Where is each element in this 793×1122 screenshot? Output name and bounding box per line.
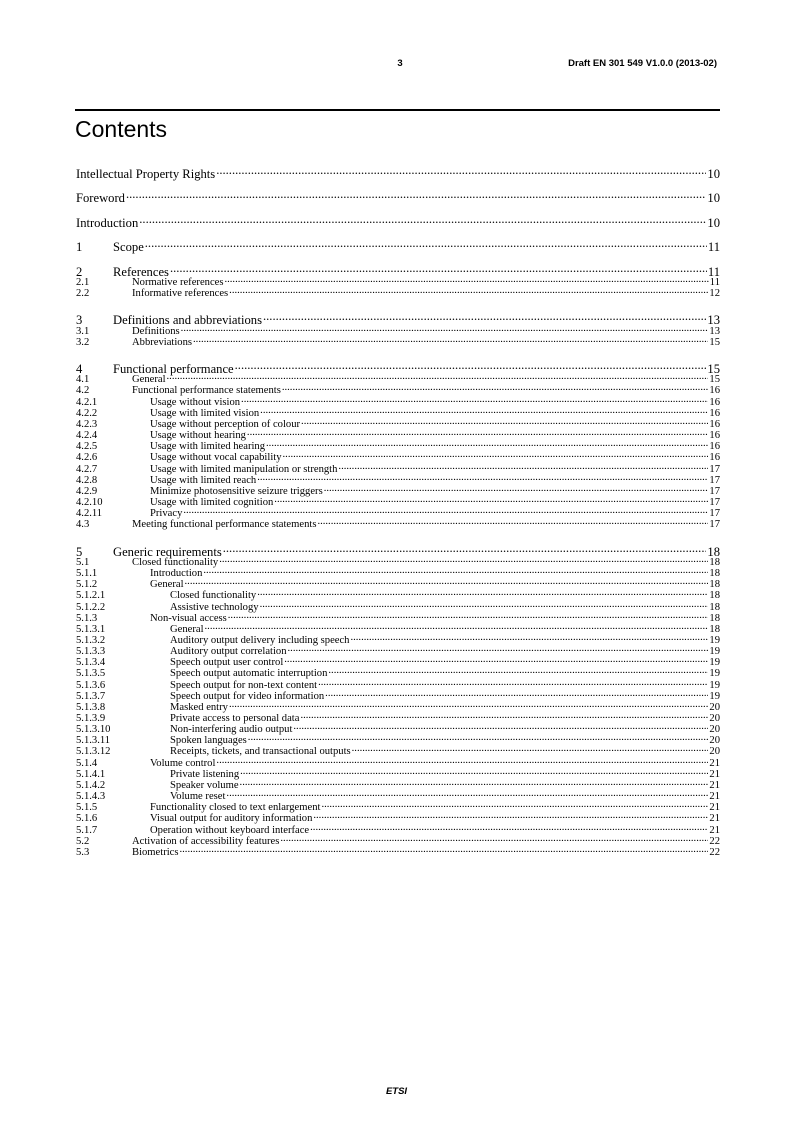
toc-entry-number: 2.2 bbox=[76, 287, 90, 299]
document-id: Draft EN 301 549 V1.0.0 (2013-02) bbox=[568, 58, 717, 69]
toc-entry-page: 18 bbox=[709, 601, 720, 613]
toc-entry-page: 18 bbox=[709, 623, 720, 635]
toc-entry-title: Usage with limited vision bbox=[150, 407, 260, 419]
toc-entry-page: 10 bbox=[707, 215, 720, 230]
toc-entry-title: Receipts, tickets, and transactional outputs bbox=[170, 746, 351, 758]
toc-entry-number: 4.2.11 bbox=[76, 508, 103, 520]
toc-dot-leader bbox=[240, 777, 709, 788]
toc-entry-number: 5.1.4.1 bbox=[76, 768, 106, 780]
toc-entry-title: Usage without vocal capability bbox=[150, 452, 282, 464]
toc-entry-page: 16 bbox=[709, 418, 720, 430]
toc-entry-title: Masked entry bbox=[170, 701, 228, 713]
toc-entry-number: 5.1.3.12 bbox=[76, 746, 111, 758]
toc-entry-page: 20 bbox=[709, 713, 720, 725]
toc-entry-title: General bbox=[132, 374, 166, 386]
toc-entry-page: 17 bbox=[709, 519, 720, 531]
toc-entry-title: References bbox=[113, 264, 169, 279]
toc-entry-title: Speech output automatic interruption bbox=[170, 668, 328, 680]
toc-entry-title: Auditory output delivery including speech bbox=[170, 634, 350, 646]
toc-entry-page: 16 bbox=[709, 452, 720, 464]
toc-entry-number: 5.1.1 bbox=[76, 568, 98, 580]
toc-entry-number: 5.1.3.4 bbox=[76, 657, 106, 669]
toc-dot-leader bbox=[216, 755, 708, 766]
toc-dot-leader bbox=[282, 383, 709, 394]
toc-entry-number: 5.3 bbox=[76, 846, 90, 858]
toc-entry-page: 21 bbox=[709, 813, 720, 825]
toc-dot-leader bbox=[300, 710, 708, 721]
toc-dot-leader bbox=[226, 789, 708, 800]
toc-entry-title: Meeting functional performance statements bbox=[132, 519, 317, 531]
toc-entry-title: Non-visual access bbox=[150, 612, 227, 624]
header-rule bbox=[75, 109, 720, 111]
toc-dot-leader bbox=[352, 744, 709, 755]
toc-entry-page: 21 bbox=[709, 768, 720, 780]
toc-entry-number: 5.1.2 bbox=[76, 579, 98, 591]
toc-dot-leader bbox=[228, 610, 709, 621]
toc-entry-number: 2.1 bbox=[76, 276, 90, 288]
toc-entry-page: 15 bbox=[709, 336, 720, 348]
toc-entry-title: Functional performance bbox=[113, 362, 234, 377]
toc-dot-leader bbox=[241, 394, 708, 405]
toc-entry-number: 5.1.5 bbox=[76, 802, 98, 814]
toc-entry[interactable] bbox=[76, 190, 720, 207]
toc-entry[interactable] bbox=[76, 844, 720, 858]
toc-dot-leader bbox=[317, 517, 708, 528]
toc-entry-title: Privacy bbox=[150, 508, 183, 520]
toc-entry-page: 15 bbox=[709, 374, 720, 386]
page-number: 3 bbox=[397, 58, 403, 69]
toc-dot-leader bbox=[301, 416, 708, 427]
toc-entry-number: 5.1.3.9 bbox=[76, 713, 106, 725]
toc-entry-title: Closed functionality bbox=[170, 590, 257, 602]
toc-entry-title: Foreword bbox=[76, 191, 125, 206]
toc-dot-leader bbox=[257, 472, 708, 483]
toc-entry-number: 5.1.7 bbox=[76, 824, 98, 836]
toc-dot-leader bbox=[328, 666, 708, 677]
toc-entry-page: 18 bbox=[709, 556, 720, 568]
toc-entry-page: 22 bbox=[709, 835, 720, 847]
toc-dot-leader bbox=[338, 461, 708, 472]
toc-entry-title: Volume reset bbox=[170, 791, 226, 803]
toc-entry-number: 5.1 bbox=[76, 556, 90, 568]
footer-publisher: ETSI bbox=[385, 1086, 408, 1097]
toc-entry-page: 10 bbox=[707, 191, 720, 206]
toc-entry-page: 11 bbox=[709, 276, 720, 288]
toc-entry-title: Usage without vision bbox=[150, 396, 241, 408]
toc-entry-page: 18 bbox=[709, 612, 720, 624]
toc-entry-title: Auditory output correlation bbox=[170, 646, 287, 658]
toc-entry-page: 21 bbox=[709, 802, 720, 814]
toc-entry-number: 5.1.3.1 bbox=[76, 623, 106, 635]
toc-entry-page: 19 bbox=[709, 634, 720, 646]
toc-entry-number: 5.1.4.2 bbox=[76, 779, 106, 791]
toc-entry-number: 4.2.1 bbox=[76, 396, 98, 408]
toc-entry[interactable] bbox=[76, 214, 720, 231]
toc-entry-number: 1 bbox=[76, 240, 83, 255]
toc-entry-number: 5.1.4 bbox=[76, 757, 98, 769]
toc-entry-title: Usage with limited reach bbox=[150, 474, 257, 486]
toc-entry-number: 4.2.7 bbox=[76, 463, 98, 475]
toc-dot-leader bbox=[193, 334, 708, 345]
toc-entry-title: Intellectual Property Rights bbox=[76, 166, 216, 181]
toc-entry-number: 5.1.3.11 bbox=[76, 735, 111, 747]
toc-entry-number: 5 bbox=[76, 544, 83, 559]
toc-entry-number: 5.1.2.2 bbox=[76, 601, 106, 613]
toc-entry-title: Spoken languages bbox=[170, 735, 247, 747]
toc-dot-leader bbox=[224, 274, 708, 285]
toc-dot-leader bbox=[257, 588, 708, 599]
toc-dot-leader bbox=[288, 644, 709, 655]
toc-entry-page: 18 bbox=[707, 544, 720, 559]
toc-entry-title: Usage with limited cognition bbox=[150, 496, 274, 508]
toc-entry-number: 5.1.6 bbox=[76, 813, 98, 825]
toc-entry-page: 19 bbox=[709, 690, 720, 702]
toc-entry-number: 4.2.5 bbox=[76, 441, 98, 453]
toc-entry-title: Visual output for auditory information bbox=[150, 813, 313, 825]
toc-dot-leader bbox=[280, 833, 708, 844]
toc-entry-number: 5.1.3 bbox=[76, 612, 98, 624]
toc-dot-leader bbox=[284, 655, 708, 666]
toc-entry-page: 16 bbox=[709, 396, 720, 408]
toc-entry-page: 22 bbox=[709, 846, 720, 858]
toc-entry-page: 15 bbox=[707, 362, 720, 377]
toc-entry-title: Usage with limited manipulation or strength bbox=[150, 463, 338, 475]
toc-entry-title: General bbox=[170, 623, 204, 635]
toc-dot-leader bbox=[180, 844, 709, 855]
toc-dot-leader bbox=[313, 811, 708, 822]
toc-entry-title: Usage without hearing bbox=[150, 430, 246, 442]
toc-entry-page: 18 bbox=[709, 579, 720, 591]
toc-entry-number: 4.2.9 bbox=[76, 485, 98, 497]
toc-entry-number: 4.2.6 bbox=[76, 452, 98, 464]
toc-entry-number: 5.1.3.8 bbox=[76, 701, 106, 713]
toc-dot-leader bbox=[229, 699, 708, 710]
toc-entry-page: 17 bbox=[709, 474, 720, 486]
toc-entry-title: Speech output user control bbox=[170, 657, 284, 669]
toc-entry[interactable] bbox=[76, 517, 720, 531]
toc-entry-page: 17 bbox=[709, 485, 720, 497]
toc-dot-leader bbox=[321, 800, 708, 811]
toc-entry-title: Minimize photosensitive seizure triggers bbox=[150, 485, 323, 497]
toc-dot-leader bbox=[266, 439, 708, 450]
toc-entry-page: 21 bbox=[709, 779, 720, 791]
toc-entry-title: Definitions and abbreviations bbox=[113, 313, 262, 328]
toc-entry-number: 5.2 bbox=[76, 835, 90, 847]
toc-dot-leader bbox=[240, 766, 708, 777]
toc-entry-number: 4.2.4 bbox=[76, 430, 98, 442]
toc-entry-title: Functionality closed to text enlargement bbox=[150, 802, 321, 814]
toc-entry-number: 4.3 bbox=[76, 519, 90, 531]
toc-entry-title: Functional performance statements bbox=[132, 385, 281, 397]
toc-entry-page: 18 bbox=[709, 568, 720, 580]
toc-entry-number: 3.2 bbox=[76, 336, 90, 348]
toc-entry-page: 20 bbox=[709, 724, 720, 736]
toc-dot-leader bbox=[145, 239, 707, 252]
toc-entry-page: 19 bbox=[709, 679, 720, 691]
toc-entry-title: Operation without keyboard interface bbox=[150, 824, 310, 836]
toc-entry-title: Private access to personal data bbox=[170, 713, 300, 725]
toc-entry-number: 4.2.10 bbox=[76, 496, 103, 508]
toc-entry-number: 5.1.3.10 bbox=[76, 724, 111, 736]
toc-dot-leader bbox=[283, 450, 709, 461]
toc-dot-leader bbox=[325, 688, 708, 699]
toc-entry-number: 5.1.3.2 bbox=[76, 634, 106, 646]
toc-entry-title: Informative references bbox=[132, 287, 229, 299]
toc-entry-page: 19 bbox=[709, 646, 720, 658]
toc-entry-page: 17 bbox=[709, 508, 720, 520]
toc-entry[interactable] bbox=[76, 165, 720, 182]
toc-entry-title: Usage with limited hearing bbox=[150, 441, 266, 453]
toc-entry-page: 17 bbox=[709, 496, 720, 508]
toc-dot-leader bbox=[324, 483, 709, 494]
toc-dot-leader bbox=[185, 577, 709, 588]
toc-entry-title: Introduction bbox=[76, 215, 139, 230]
toc-entry-title: Generic requirements bbox=[113, 544, 222, 559]
toc-entry-page: 17 bbox=[709, 463, 720, 475]
toc-entry-title: Biometrics bbox=[132, 846, 179, 858]
toc-dot-leader bbox=[260, 405, 708, 416]
toc-entry-title: Introduction bbox=[150, 568, 203, 580]
toc-dot-leader bbox=[205, 621, 709, 632]
toc-entry-title: Definitions bbox=[132, 325, 180, 337]
toc-entry-page: 11 bbox=[707, 240, 720, 255]
toc-entry-page: 16 bbox=[709, 385, 720, 397]
toc-dot-leader bbox=[181, 323, 709, 334]
toc-entry-title: Activation of accessibility features bbox=[132, 835, 280, 847]
toc-dot-leader bbox=[183, 506, 708, 517]
toc-entry-page: 21 bbox=[709, 824, 720, 836]
toc-entry-page: 18 bbox=[709, 590, 720, 602]
toc-entry-page: 16 bbox=[709, 441, 720, 453]
toc-entry-title: Closed functionality bbox=[132, 556, 219, 568]
toc-entry-title: Abbreviations bbox=[132, 336, 193, 348]
toc-entry-number: 4.2.2 bbox=[76, 407, 98, 419]
toc-dot-leader bbox=[219, 554, 708, 565]
toc-entry-number: 5.1.3.7 bbox=[76, 690, 106, 702]
toc-entry-number: 2 bbox=[76, 264, 83, 279]
toc-entry-page: 10 bbox=[707, 166, 720, 181]
toc-entry-number: 4 bbox=[76, 362, 83, 377]
toc-entry-page: 11 bbox=[707, 264, 720, 279]
toc-entry-title: Volume control bbox=[150, 757, 216, 769]
toc-entry-page: 12 bbox=[709, 287, 720, 299]
toc-entry-title: Non-interfering audio output bbox=[170, 724, 293, 736]
toc-entry-title: Scope bbox=[113, 240, 144, 255]
toc-entry-title: Normative references bbox=[132, 276, 224, 288]
toc-dot-leader bbox=[167, 372, 709, 383]
toc-entry-title: Usage without perception of colour bbox=[150, 418, 301, 430]
toc-entry-page: 20 bbox=[709, 735, 720, 747]
toc-entry-number: 3.1 bbox=[76, 325, 90, 337]
toc-entry-title: Assistive technology bbox=[170, 601, 259, 613]
toc-dot-leader bbox=[229, 285, 708, 296]
toc-entry-number: 4.2.3 bbox=[76, 418, 98, 430]
toc-dot-leader bbox=[260, 599, 709, 610]
toc-dot-leader bbox=[203, 566, 708, 577]
toc-entry-page: 13 bbox=[707, 313, 720, 328]
toc-entry-page: 20 bbox=[709, 746, 720, 758]
toc-entry-title: Speech output for non-text content bbox=[170, 679, 318, 691]
toc-entry-title: General bbox=[150, 579, 184, 591]
toc-entry-page: 21 bbox=[709, 757, 720, 769]
toc-dot-leader bbox=[126, 190, 706, 203]
toc-entry-number: 4.2.8 bbox=[76, 474, 98, 486]
toc-entry-number: 5.1.4.3 bbox=[76, 791, 106, 803]
toc-entry-number: 4.1 bbox=[76, 374, 90, 386]
toc-dot-leader bbox=[247, 428, 708, 439]
toc-entry-number: 4.2 bbox=[76, 385, 90, 397]
toc-entry-number: 5.1.3.5 bbox=[76, 668, 106, 680]
toc-entry-number: 3 bbox=[76, 313, 83, 328]
toc-entry-page: 20 bbox=[709, 701, 720, 713]
toc-entry-number: 5.1.3.6 bbox=[76, 679, 106, 691]
toc-dot-leader bbox=[310, 822, 708, 833]
toc-entry-number: 5.1.2.1 bbox=[76, 590, 106, 602]
toc-entry-page: 16 bbox=[709, 407, 720, 419]
toc-entry-page: 19 bbox=[709, 668, 720, 680]
toc-dot-leader bbox=[216, 165, 706, 178]
toc-dot-leader bbox=[139, 214, 706, 227]
toc-dot-leader bbox=[293, 722, 708, 733]
toc-entry-page: 19 bbox=[709, 657, 720, 669]
toc-entry-title: Private listening bbox=[170, 768, 240, 780]
toc-entry[interactable] bbox=[76, 239, 720, 256]
toc-entry-number: 5.1.3.3 bbox=[76, 646, 106, 658]
toc-dot-leader bbox=[274, 494, 708, 505]
toc-entry[interactable] bbox=[76, 285, 720, 299]
toc-entry-page: 21 bbox=[709, 791, 720, 803]
toc-dot-leader bbox=[350, 632, 708, 643]
toc-entry-title: Speech output for video information bbox=[170, 690, 325, 702]
toc-entry[interactable] bbox=[76, 334, 720, 348]
toc-dot-leader bbox=[318, 677, 708, 688]
toc-dot-leader bbox=[248, 733, 709, 744]
toc-entry-title: Speaker volume bbox=[170, 779, 239, 791]
page-title: Contents bbox=[75, 116, 168, 142]
toc-entry-page: 16 bbox=[709, 430, 720, 442]
toc-entry-page: 13 bbox=[709, 325, 720, 337]
